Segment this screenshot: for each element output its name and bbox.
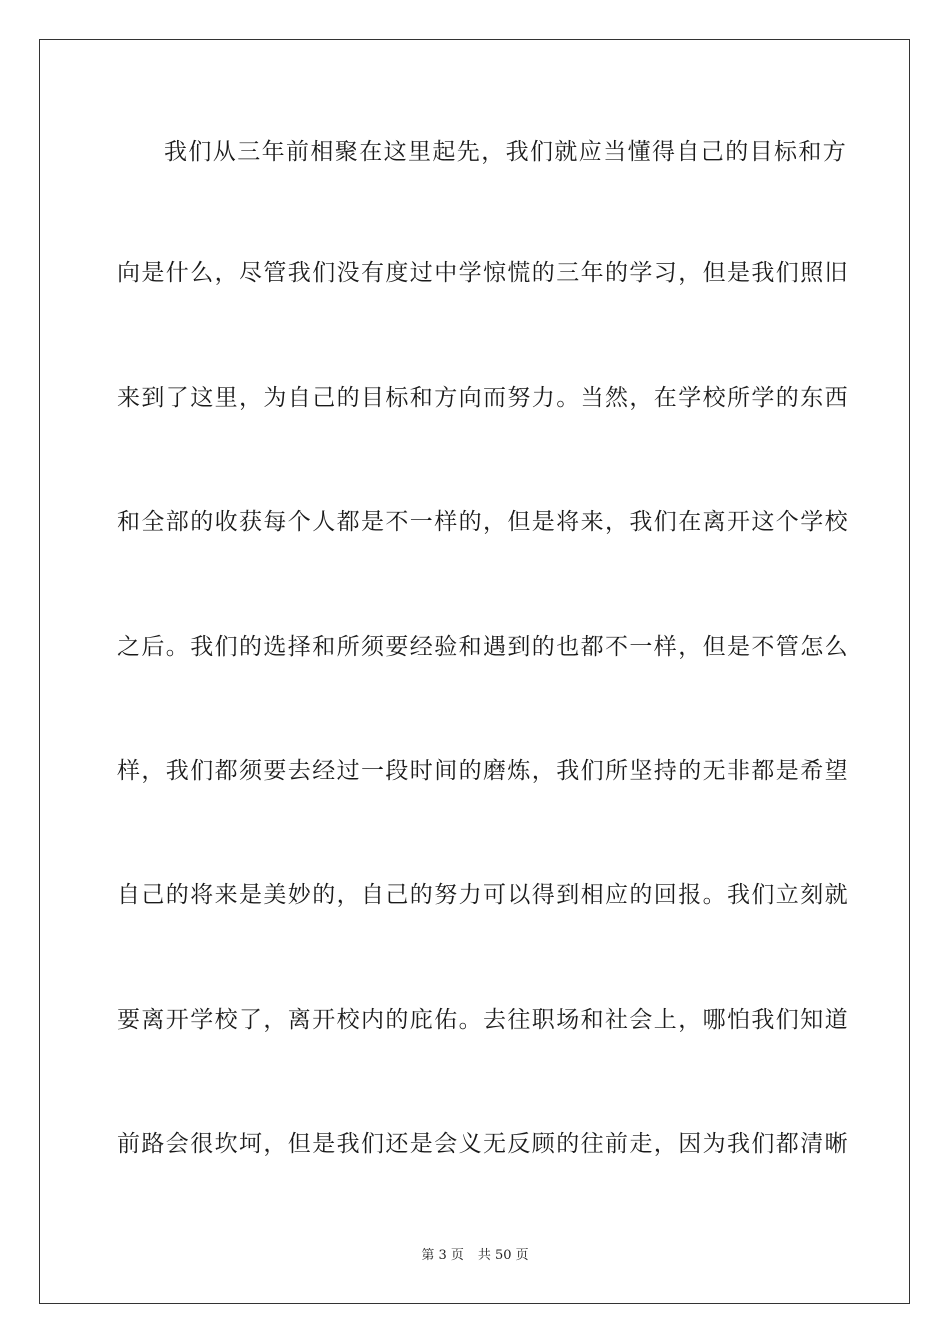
page-number: 第 3 页 [421, 1248, 464, 1263]
paragraph-line: 自己的将来是美妙的，自己的努力可以得到相应的回报。我们立刻就 [117, 882, 849, 908]
paragraph-line: 前路会很坎坷，但是我们还是会义无反顾的往前走，因为我们都清晰 [117, 1131, 849, 1157]
paragraph-line: 要离开学校了，离开校内的庇佑。去往职场和社会上，哪怕我们知道 [117, 1007, 849, 1033]
paragraph-line: 样，我们都须要去经过一段时间的磨炼，我们所坚持的无非都是希望 [117, 758, 849, 784]
paragraph-line: 之后。我们的选择和所须要经验和遇到的也都不一样，但是不管怎么 [117, 634, 849, 660]
page-total: 共 50 页 [477, 1248, 529, 1263]
paragraph-line: 和全部的收获每个人都是不一样的，但是将来，我们在离开这个学校 [117, 509, 849, 535]
page-footer [0, 1248, 950, 1264]
paragraph-line: 向是什么，尽管我们没有度过中学惊慌的三年的学习，但是我们照旧 [117, 260, 849, 286]
paragraph-line: 我们从三年前相聚在这里起先，我们就应当懂得自己的目标和方 [164, 139, 848, 165]
page-border [39, 39, 910, 1304]
paragraph-line: 来到了这里，为自己的目标和方向而努力。当然，在学校所学的东西 [117, 385, 849, 411]
